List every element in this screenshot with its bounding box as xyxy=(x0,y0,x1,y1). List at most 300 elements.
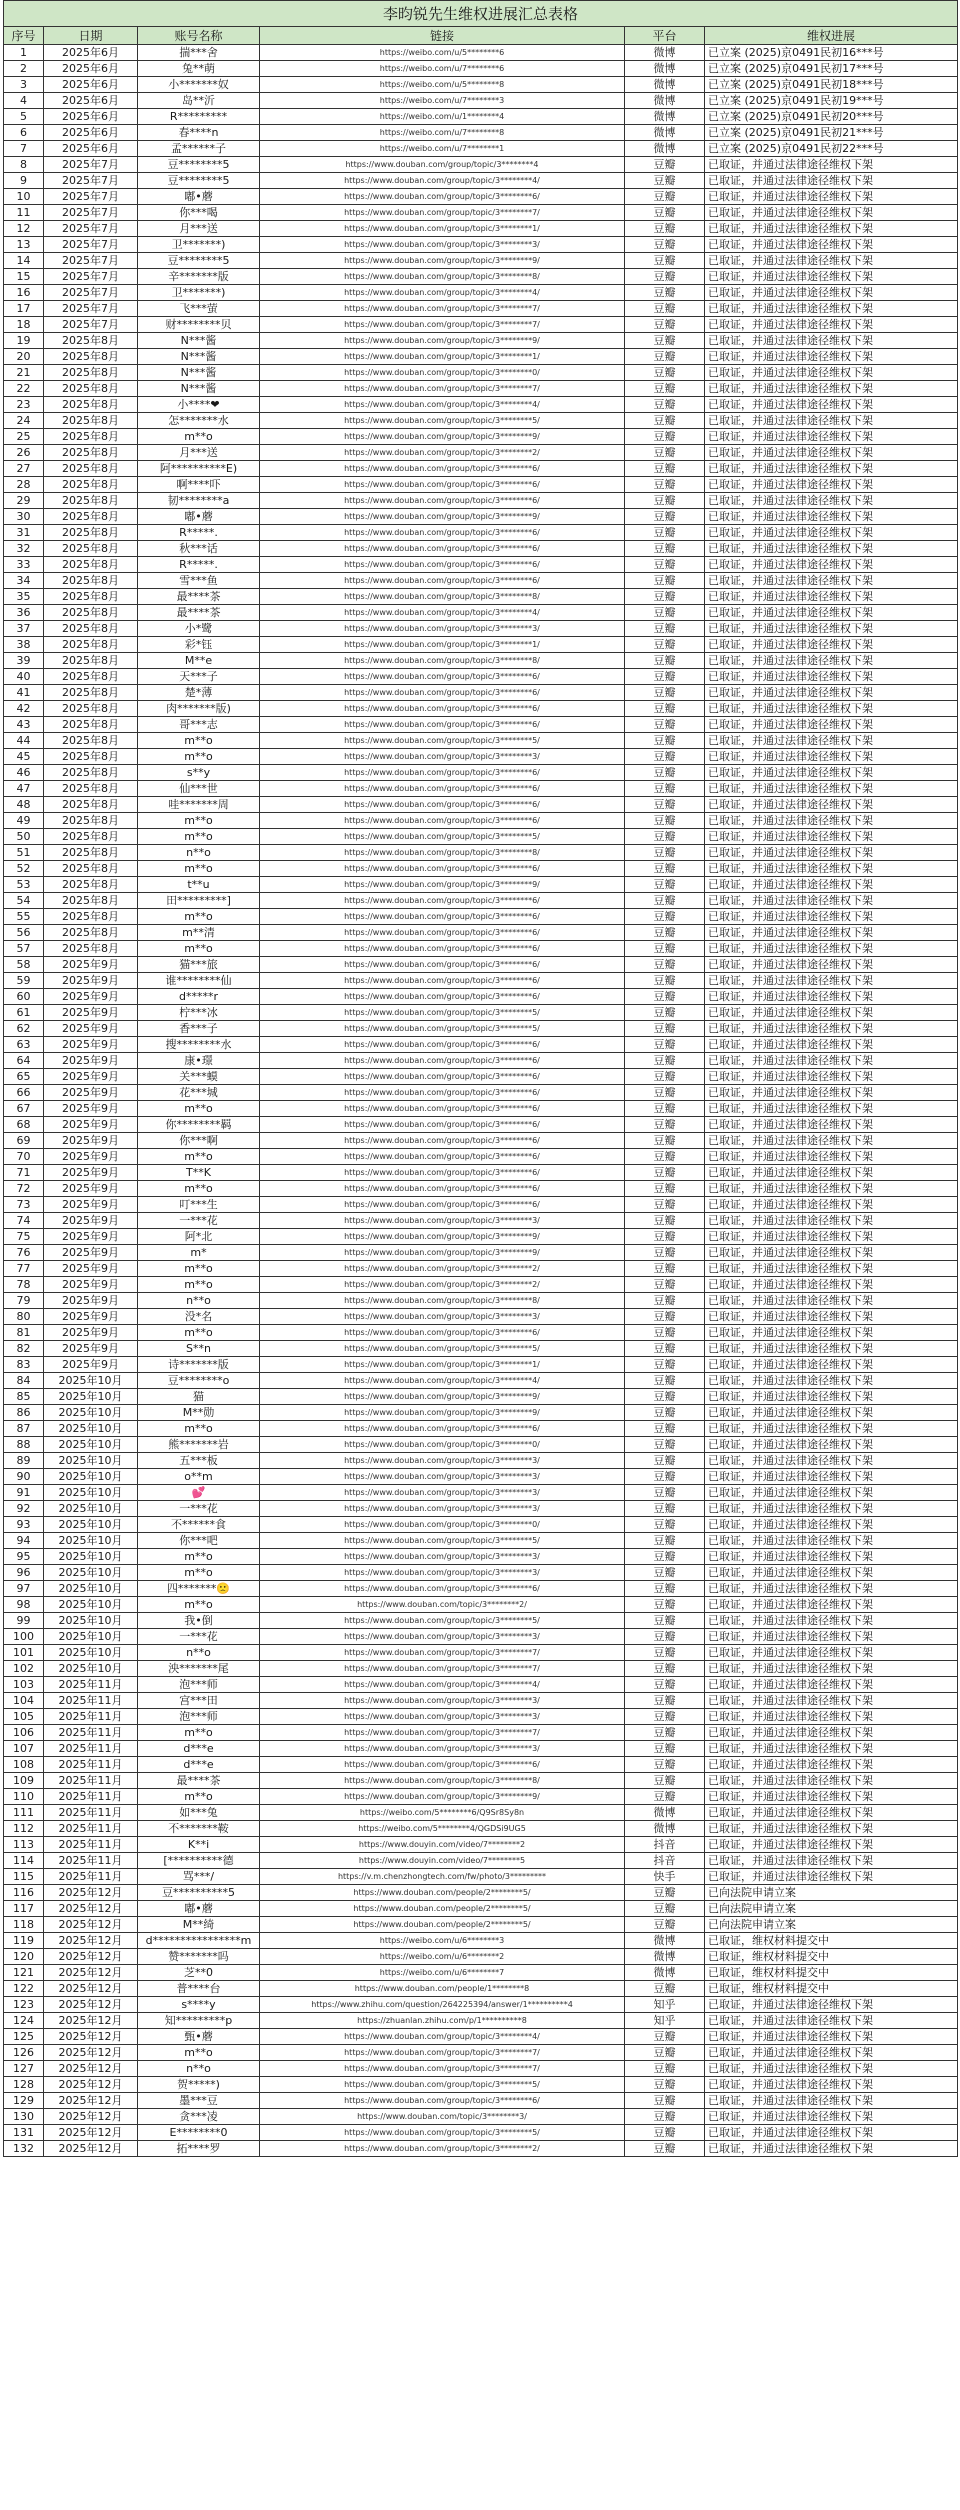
cell-platform: 微博 xyxy=(625,61,705,77)
cell-platform: 豆瓣 xyxy=(625,1421,705,1437)
cell-platform: 豆瓣 xyxy=(625,413,705,429)
cell-platform: 豆瓣 xyxy=(625,813,705,829)
cell-progress: 已取证，并通过法律途径维权下架 xyxy=(705,445,958,461)
cell-link: https://zhuanlan.zhihu.com/p/1**********8 xyxy=(260,2013,625,2029)
cell-progress: 已取证，并通过法律途径维权下架 xyxy=(705,429,958,445)
cell-link: https://www.douban.com/group/topic/3********0/ xyxy=(260,1437,625,1453)
cell-platform: 豆瓣 xyxy=(625,525,705,541)
cell-link: https://www.douban.com/group/topic/3********3/ xyxy=(260,1549,625,1565)
cell-index: 97 xyxy=(4,1581,44,1597)
cell-index: 34 xyxy=(4,573,44,589)
cell-progress: 已取证，并通过法律途径维权下架 xyxy=(705,1357,958,1373)
cell-account: 最****茶 xyxy=(138,605,260,621)
cell-progress: 已取证，并通过法律途径维权下架 xyxy=(705,349,958,365)
cell-link: https://www.douban.com/group/topic/3********6/ xyxy=(260,909,625,925)
cell-account: d*****r xyxy=(138,989,260,1005)
cell-progress: 已立案 (2025)京0491民初20***号 xyxy=(705,109,958,125)
cell-progress: 已取证，并通过法律途径维权下架 xyxy=(705,1421,958,1437)
cell-link: https://www.douban.com/group/topic/3********7/ xyxy=(260,2061,625,2077)
cell-account: M**绮 xyxy=(138,1917,260,1933)
cell-platform: 豆瓣 xyxy=(625,285,705,301)
cell-platform: 豆瓣 xyxy=(625,269,705,285)
table-row xyxy=(4,45,958,61)
cell-date: 2025年9月 xyxy=(44,1165,138,1181)
cell-date: 2025年9月 xyxy=(44,957,138,973)
table-row xyxy=(4,1261,958,1277)
cell-platform: 豆瓣 xyxy=(625,1101,705,1117)
cell-link: https://www.douban.com/group/topic/3********3/ xyxy=(260,1709,625,1725)
cell-platform: 豆瓣 xyxy=(625,1597,705,1613)
cell-progress: 已取证，并通过法律途径维权下架 xyxy=(705,829,958,845)
cell-link: https://www.douban.com/group/topic/3********3/ xyxy=(260,749,625,765)
cell-index: 55 xyxy=(4,909,44,925)
cell-index: 23 xyxy=(4,397,44,413)
cell-date: 2025年9月 xyxy=(44,1133,138,1149)
cell-progress: 已取证，并通过法律途径维权下架 xyxy=(705,1293,958,1309)
cell-account: m**o xyxy=(138,813,260,829)
cell-progress: 已取证，并通过法律途径维权下架 xyxy=(705,525,958,541)
cell-date: 2025年12月 xyxy=(44,2109,138,2125)
cell-account: R*****. xyxy=(138,525,260,541)
cell-link: https://www.douban.com/group/topic/3********0/ xyxy=(260,365,625,381)
cell-platform: 豆瓣 xyxy=(625,941,705,957)
cell-platform: 豆瓣 xyxy=(625,1917,705,1933)
cell-link: https://www.douban.com/people/1********8 xyxy=(260,1981,625,1997)
cell-date: 2025年8月 xyxy=(44,477,138,493)
cell-platform: 豆瓣 xyxy=(625,1213,705,1229)
cell-index: 106 xyxy=(4,1725,44,1741)
cell-account: R*****. xyxy=(138,557,260,573)
cell-platform: 豆瓣 xyxy=(625,221,705,237)
cell-account: s**y xyxy=(138,765,260,781)
cell-date: 2025年9月 xyxy=(44,1197,138,1213)
cell-date: 2025年11月 xyxy=(44,1869,138,1885)
cell-account: 不*******鞍 xyxy=(138,1821,260,1837)
cell-link: https://www.douban.com/group/topic/3********7/ xyxy=(260,381,625,397)
table-row xyxy=(4,637,958,653)
cell-index: 14 xyxy=(4,253,44,269)
cell-progress: 已立案 (2025)京0491民初22***号 xyxy=(705,141,958,157)
cell-date: 2025年8月 xyxy=(44,637,138,653)
cell-link: https://www.douban.com/group/topic/3********3/ xyxy=(260,1309,625,1325)
cell-link: https://www.douban.com/group/topic/3********1/ xyxy=(260,221,625,237)
cell-index: 57 xyxy=(4,941,44,957)
cell-index: 100 xyxy=(4,1629,44,1645)
table-row xyxy=(4,813,958,829)
cell-account: E********0 xyxy=(138,2125,260,2141)
cell-index: 26 xyxy=(4,445,44,461)
cell-account: 最****茶 xyxy=(138,1773,260,1789)
cell-date: 2025年6月 xyxy=(44,109,138,125)
cell-link: https://www.douban.com/group/topic/3********8/ xyxy=(260,845,625,861)
table-row xyxy=(4,173,958,189)
cell-progress: 已取证，并通过法律途径维权下架 xyxy=(705,701,958,717)
table-row xyxy=(4,1693,958,1709)
cell-progress: 已取证，并通过法律途径维权下架 xyxy=(705,1517,958,1533)
cell-account: 贺*****) xyxy=(138,2077,260,2093)
cell-index: 9 xyxy=(4,173,44,189)
header-platform: 平台 xyxy=(625,27,705,45)
cell-progress: 已取证，并通过法律途径维权下架 xyxy=(705,1821,958,1837)
cell-platform: 抖音 xyxy=(625,1853,705,1869)
cell-link: https://www.douban.com/group/topic/3********6/ xyxy=(260,189,625,205)
cell-date: 2025年12月 xyxy=(44,1949,138,1965)
cell-link: https://weibo.com/u/5********8 xyxy=(260,77,625,93)
cell-progress: 已取证，并通过法律途径维权下架 xyxy=(705,1053,958,1069)
table-row xyxy=(4,1341,958,1357)
cell-link: https://www.douban.com/group/topic/3********3/ xyxy=(260,1213,625,1229)
cell-date: 2025年8月 xyxy=(44,621,138,637)
cell-link: https://www.douban.com/group/topic/3********6/ xyxy=(260,1101,625,1117)
cell-link: https://www.douban.com/group/topic/3********9/ xyxy=(260,509,625,525)
cell-date: 2025年12月 xyxy=(44,1933,138,1949)
cell-platform: 豆瓣 xyxy=(625,253,705,269)
cell-platform: 豆瓣 xyxy=(625,1501,705,1517)
cell-platform: 豆瓣 xyxy=(625,1613,705,1629)
cell-account: 四*******🙁 xyxy=(138,1581,260,1597)
cell-date: 2025年7月 xyxy=(44,269,138,285)
table-row xyxy=(4,125,958,141)
cell-date: 2025年8月 xyxy=(44,429,138,445)
cell-link: https://www.douban.com/group/topic/3********6/ xyxy=(260,797,625,813)
cell-link: https://weibo.com/u/6********2 xyxy=(260,1949,625,1965)
cell-date: 2025年8月 xyxy=(44,493,138,509)
cell-platform: 豆瓣 xyxy=(625,1197,705,1213)
cell-date: 2025年8月 xyxy=(44,557,138,573)
table-title: 李昀锐先生维权进展汇总表格 xyxy=(4,1,958,27)
cell-date: 2025年11月 xyxy=(44,1693,138,1709)
table-row xyxy=(4,221,958,237)
cell-platform: 微博 xyxy=(625,1949,705,1965)
cell-index: 64 xyxy=(4,1053,44,1069)
cell-progress: 已取证，并通过法律途径维权下架 xyxy=(705,989,958,1005)
cell-index: 27 xyxy=(4,461,44,477)
table-row xyxy=(4,605,958,621)
table-row xyxy=(4,2109,958,2125)
cell-progress: 已取证，并通过法律途径维权下架 xyxy=(705,621,958,637)
cell-platform: 豆瓣 xyxy=(625,1373,705,1389)
cell-date: 2025年10月 xyxy=(44,1645,138,1661)
cell-index: 30 xyxy=(4,509,44,525)
cell-account: 一***花 xyxy=(138,1629,260,1645)
cell-index: 62 xyxy=(4,1021,44,1037)
cell-progress: 已取证，并通过法律途径维权下架 xyxy=(705,1197,958,1213)
table-row xyxy=(4,669,958,685)
cell-progress: 已取证，并通过法律途径维权下架 xyxy=(705,1805,958,1821)
cell-link: https://www.douban.com/group/topic/3********7/ xyxy=(260,317,625,333)
cell-progress: 已取证，并通过法律途径维权下架 xyxy=(705,893,958,909)
cell-platform: 豆瓣 xyxy=(625,2061,705,2077)
cell-account: 豆********5 xyxy=(138,253,260,269)
table-row xyxy=(4,1837,958,1853)
cell-platform: 豆瓣 xyxy=(625,1405,705,1421)
cell-platform: 豆瓣 xyxy=(625,1437,705,1453)
cell-account: 没*名 xyxy=(138,1309,260,1325)
cell-account: d****************m xyxy=(138,1933,260,1949)
table-row xyxy=(4,861,958,877)
cell-platform: 豆瓣 xyxy=(625,157,705,173)
cell-account: 谁********仙 xyxy=(138,973,260,989)
table-row xyxy=(4,333,958,349)
cell-link: https://www.douban.com/group/topic/3********6/ xyxy=(260,941,625,957)
cell-progress: 已取证，并通过法律途径维权下架 xyxy=(705,589,958,605)
cell-progress: 已取证，并通过法律途径维权下架 xyxy=(705,205,958,221)
cell-progress: 已取证，并通过法律途径维权下架 xyxy=(705,493,958,509)
cell-date: 2025年10月 xyxy=(44,1613,138,1629)
cell-platform: 豆瓣 xyxy=(625,557,705,573)
table-row xyxy=(4,1533,958,1549)
cell-link: https://www.douban.com/group/topic/3********5/ xyxy=(260,413,625,429)
table-row xyxy=(4,557,958,573)
cell-date: 2025年11月 xyxy=(44,1853,138,1869)
cell-index: 10 xyxy=(4,189,44,205)
cell-progress: 已取证，并通过法律途径维权下架 xyxy=(705,1117,958,1133)
cell-platform: 豆瓣 xyxy=(625,1277,705,1293)
cell-link: https://www.douban.com/group/topic/3********3/ xyxy=(260,1469,625,1485)
table-row xyxy=(4,1021,958,1037)
table-row xyxy=(4,1437,958,1453)
cell-link: https://www.douban.com/group/topic/3********7/ xyxy=(260,1725,625,1741)
cell-index: 49 xyxy=(4,813,44,829)
cell-index: 118 xyxy=(4,1917,44,1933)
cell-index: 107 xyxy=(4,1741,44,1757)
cell-date: 2025年7月 xyxy=(44,173,138,189)
table-row xyxy=(4,2141,958,2157)
cell-link: https://weibo.com/u/6********7 xyxy=(260,1965,625,1981)
cell-link: https://www.douban.com/group/topic/3********8/ xyxy=(260,1773,625,1789)
table-row xyxy=(4,701,958,717)
table-row xyxy=(4,253,958,269)
cell-platform: 豆瓣 xyxy=(625,1357,705,1373)
cell-account: 你***吧 xyxy=(138,1533,260,1549)
cell-progress: 已取证，并通过法律途径维权下架 xyxy=(705,925,958,941)
cell-index: 24 xyxy=(4,413,44,429)
table-row xyxy=(4,589,958,605)
cell-progress: 已取证，并通过法律途径维权下架 xyxy=(705,1677,958,1693)
cell-account: T**K xyxy=(138,1165,260,1181)
cell-platform: 豆瓣 xyxy=(625,797,705,813)
cell-platform: 豆瓣 xyxy=(625,957,705,973)
cell-progress: 已取证，并通过法律途径维权下架 xyxy=(705,717,958,733)
cell-link: https://www.douban.com/group/topic/3********4/ xyxy=(260,2029,625,2045)
cell-link: https://www.douban.com/group/topic/3********6/ xyxy=(260,461,625,477)
table-row xyxy=(4,525,958,541)
cell-platform: 豆瓣 xyxy=(625,685,705,701)
cell-progress: 已取证，并通过法律途径维权下架 xyxy=(705,1325,958,1341)
cell-date: 2025年12月 xyxy=(44,1965,138,1981)
cell-index: 99 xyxy=(4,1613,44,1629)
cell-account: m**o xyxy=(138,2045,260,2061)
cell-platform: 豆瓣 xyxy=(625,1229,705,1245)
cell-account: N***酱 xyxy=(138,381,260,397)
cell-account: m**清 xyxy=(138,925,260,941)
cell-account: 骂***/ xyxy=(138,1869,260,1885)
cell-platform: 豆瓣 xyxy=(625,381,705,397)
cell-link: https://www.douban.com/group/topic/3********4/ xyxy=(260,397,625,413)
cell-date: 2025年6月 xyxy=(44,77,138,93)
cell-link: https://www.douban.com/group/topic/3********6/ xyxy=(260,525,625,541)
cell-platform: 豆瓣 xyxy=(625,1565,705,1581)
table-row xyxy=(4,1677,958,1693)
cell-account: n**o xyxy=(138,845,260,861)
cell-account: 豆********5 xyxy=(138,173,260,189)
cell-platform: 豆瓣 xyxy=(625,2125,705,2141)
cell-platform: 豆瓣 xyxy=(625,1725,705,1741)
cell-account: 财********贝 xyxy=(138,317,260,333)
cell-account: m**o xyxy=(138,1277,260,1293)
cell-account: 春****n xyxy=(138,125,260,141)
cell-progress: 已取证，并通过法律途径维权下架 xyxy=(705,381,958,397)
cell-progress: 已取证，维权材料提交中 xyxy=(705,1965,958,1981)
cell-platform: 抖音 xyxy=(625,1837,705,1853)
cell-date: 2025年7月 xyxy=(44,237,138,253)
table-row xyxy=(4,93,958,109)
cell-platform: 豆瓣 xyxy=(625,573,705,589)
cell-link: https://www.douban.com/group/topic/3********7/ xyxy=(260,301,625,317)
cell-link: https://www.douban.com/topic/3********3/ xyxy=(260,2109,625,2125)
cell-platform: 豆瓣 xyxy=(625,397,705,413)
cell-link: https://www.douban.com/group/topic/3********0/ xyxy=(260,1517,625,1533)
cell-link: https://www.douban.com/group/topic/3********1/ xyxy=(260,637,625,653)
cell-index: 131 xyxy=(4,2125,44,2141)
cell-account: 月***送 xyxy=(138,445,260,461)
cell-platform: 豆瓣 xyxy=(625,365,705,381)
cell-date: 2025年9月 xyxy=(44,1005,138,1021)
cell-account: 你********羁 xyxy=(138,1117,260,1133)
table-row xyxy=(4,957,958,973)
cell-account: m**o xyxy=(138,1421,260,1437)
cell-link: https://www.douyin.com/video/7********5 xyxy=(260,1853,625,1869)
cell-index: 114 xyxy=(4,1853,44,1869)
cell-index: 120 xyxy=(4,1949,44,1965)
table-row xyxy=(4,1661,958,1677)
cell-link: https://www.douban.com/group/topic/3********4 xyxy=(260,157,625,173)
cell-account: 诗*******版 xyxy=(138,1357,260,1373)
cell-platform: 豆瓣 xyxy=(625,189,705,205)
cell-account: 墨***豆 xyxy=(138,2093,260,2109)
cell-link: https://www.douban.com/group/topic/3********6/ xyxy=(260,957,625,973)
cell-account: N***酱 xyxy=(138,365,260,381)
cell-index: 45 xyxy=(4,749,44,765)
table-row xyxy=(4,1101,958,1117)
cell-account: 宫***田 xyxy=(138,1693,260,1709)
cell-platform: 豆瓣 xyxy=(625,1581,705,1597)
cell-link: https://www.douban.com/group/topic/3********5/ xyxy=(260,733,625,749)
table-row xyxy=(4,2013,958,2029)
cell-platform: 豆瓣 xyxy=(625,877,705,893)
cell-link: https://www.douban.com/group/topic/3********5/ xyxy=(260,1005,625,1021)
cell-progress: 已取证，并通过法律途径维权下架 xyxy=(705,189,958,205)
cell-progress: 已取证，并通过法律途径维权下架 xyxy=(705,1245,958,1261)
cell-account: 最****茶 xyxy=(138,589,260,605)
cell-link: https://www.douban.com/group/topic/3********7/ xyxy=(260,2045,625,2061)
table-row xyxy=(4,477,958,493)
cell-date: 2025年8月 xyxy=(44,413,138,429)
cell-index: 6 xyxy=(4,125,44,141)
cell-progress: 已取证，并通过法律途径维权下架 xyxy=(705,1869,958,1885)
cell-date: 2025年8月 xyxy=(44,941,138,957)
cell-progress: 已取证，并通过法律途径维权下架 xyxy=(705,2029,958,2045)
cell-account: 你***啊 xyxy=(138,1133,260,1149)
cell-index: 21 xyxy=(4,365,44,381)
cell-date: 2025年10月 xyxy=(44,1517,138,1533)
table-body xyxy=(4,45,958,2157)
cell-date: 2025年10月 xyxy=(44,1549,138,1565)
cell-progress: 已取证，并通过法律途径维权下架 xyxy=(705,1661,958,1677)
cell-platform: 豆瓣 xyxy=(625,1309,705,1325)
table-row xyxy=(4,1005,958,1021)
cell-account: 哥***志 xyxy=(138,717,260,733)
cell-link: https://www.douban.com/group/topic/3********1/ xyxy=(260,1357,625,1373)
cell-progress: 已取证，并通过法律途径维权下架 xyxy=(705,1389,958,1405)
cell-progress: 已取证，并通过法律途径维权下架 xyxy=(705,301,958,317)
table-row xyxy=(4,349,958,365)
table-row xyxy=(4,285,958,301)
cell-progress: 已取证，并通过法律途径维权下架 xyxy=(705,797,958,813)
cell-index: 130 xyxy=(4,2109,44,2125)
cell-link: https://www.douban.com/group/topic/3********2/ xyxy=(260,1277,625,1293)
cell-progress: 已取证，并通过法律途径维权下架 xyxy=(705,1741,958,1757)
table-row xyxy=(4,1389,958,1405)
table-row xyxy=(4,1357,958,1373)
cell-progress: 已取证，并通过法律途径维权下架 xyxy=(705,2141,958,2157)
cell-progress: 已取证，并通过法律途径维权下架 xyxy=(705,637,958,653)
cell-date: 2025年10月 xyxy=(44,1453,138,1469)
table-row xyxy=(4,2093,958,2109)
cell-platform: 豆瓣 xyxy=(625,765,705,781)
cell-progress: 已取证，并通过法律途径维权下架 xyxy=(705,333,958,349)
cell-index: 13 xyxy=(4,237,44,253)
table-row xyxy=(4,365,958,381)
cell-progress: 已取证，并通过法律途径维权下架 xyxy=(705,1309,958,1325)
cell-progress: 已取证，并通过法律途径维权下架 xyxy=(705,573,958,589)
cell-link: https://www.douban.com/group/topic/3********6/ xyxy=(260,1133,625,1149)
table-row xyxy=(4,653,958,669)
table-row xyxy=(4,1469,958,1485)
table-row xyxy=(4,1405,958,1421)
table-row xyxy=(4,749,958,765)
cell-platform: 豆瓣 xyxy=(625,205,705,221)
cell-date: 2025年9月 xyxy=(44,1245,138,1261)
cell-progress: 已取证，并通过法律途径维权下架 xyxy=(705,957,958,973)
table-row xyxy=(4,2125,958,2141)
cell-platform: 豆瓣 xyxy=(625,637,705,653)
table-row xyxy=(4,1741,958,1757)
cell-platform: 豆瓣 xyxy=(625,893,705,909)
table-row xyxy=(4,781,958,797)
cell-progress: 已取证，并通过法律途径维权下架 xyxy=(705,221,958,237)
cell-account: 我•倒 xyxy=(138,1613,260,1629)
cell-link: https://www.douban.com/group/topic/3********4/ xyxy=(260,1677,625,1693)
table-row xyxy=(4,1645,958,1661)
table-row xyxy=(4,1277,958,1293)
cell-progress: 已取证，并通过法律途径维权下架 xyxy=(705,973,958,989)
table-row xyxy=(4,493,958,509)
cell-date: 2025年8月 xyxy=(44,861,138,877)
header-link: 链接 xyxy=(260,27,625,45)
cell-progress: 已取证，并通过法律途径维权下架 xyxy=(705,1373,958,1389)
cell-progress: 已取证，并通过法律途径维权下架 xyxy=(705,1997,958,2013)
cell-date: 2025年9月 xyxy=(44,1309,138,1325)
table-row xyxy=(4,893,958,909)
table-row xyxy=(4,1869,958,1885)
table-row xyxy=(4,1501,958,1517)
table-row xyxy=(4,1117,958,1133)
cell-progress: 已取证，并通过法律途径维权下架 xyxy=(705,1485,958,1501)
cell-date: 2025年7月 xyxy=(44,205,138,221)
cell-platform: 微博 xyxy=(625,1821,705,1837)
table-row xyxy=(4,269,958,285)
